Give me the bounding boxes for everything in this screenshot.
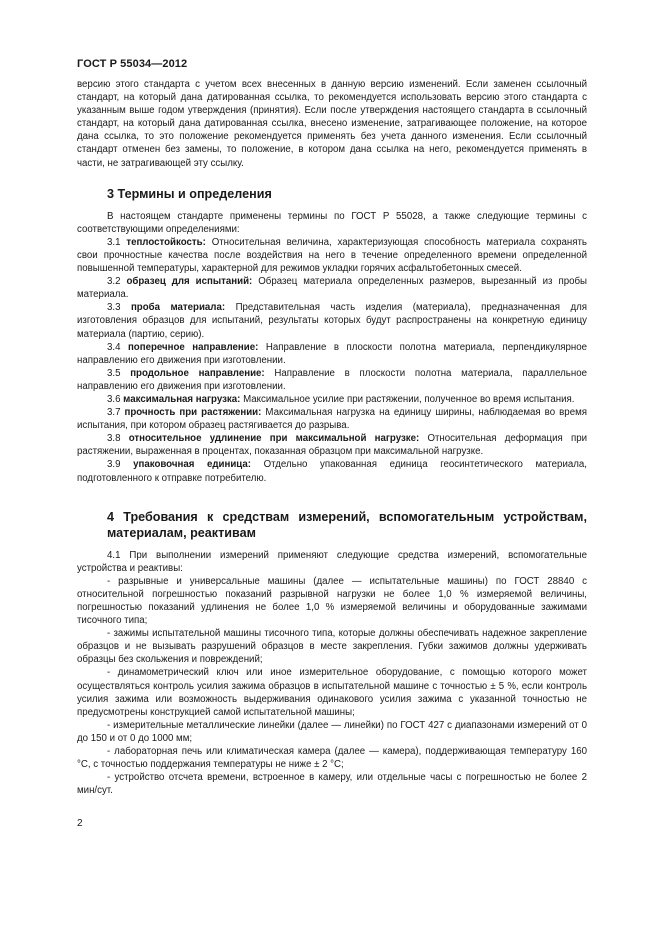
term-item <box>77 406 587 432</box>
term-item <box>77 458 587 484</box>
term-number: 3.5 <box>107 367 121 379</box>
term-number: 3.7 <box>107 407 121 419</box>
term-item <box>77 275 587 301</box>
section-3-lead: В настоящем стандарте применены термины по ГОСТ Р 55028, а также следующие термины с соответствующими определениями: <box>77 210 587 235</box>
term-definition: Максимальное усилие при растяжении, полученное во время испытания. <box>243 393 575 405</box>
term-name: относительное удлинение при максимальной нагрузке: <box>128 433 420 445</box>
term-definition: Направление в плоскости полотна материала, параллельное направлению его движения при изготовлении. <box>77 367 587 392</box>
term-definition: Образец материала определенных размеров, вырезанный из пробы материала. <box>77 276 587 301</box>
term-definition: Относительная деформация при растяжении, выраженная в процентах, показанная образцом при максимальной нагрузке. <box>77 433 587 458</box>
term-name: образец для испытаний: <box>126 276 253 288</box>
term-item <box>77 367 587 393</box>
term-item <box>77 301 587 340</box>
document-body <box>77 78 587 797</box>
term-definition: Направление в плоскости полотна материала, перпендикулярное направлению его движения при изготовлении. <box>77 341 587 366</box>
term-number: 3.9 <box>107 459 121 471</box>
term-item <box>77 236 587 275</box>
document-header: ГОСТ Р 55034—2012 <box>77 58 188 70</box>
terms-list <box>77 236 587 485</box>
term-number: 3.6 <box>107 393 121 405</box>
term-number: 3.1 <box>107 236 121 248</box>
term-name: теплостойкость: <box>126 236 206 248</box>
term-name: поперечное направление: <box>127 341 259 353</box>
list-item: - динамометрический ключ или иное измерительное оборудование, с помощью которого может осуществляться контроль усилия зажима образцов в испытательной машине с точностью ± 5 %, если контроль усилия зажима или возможность выдерживания одинакового усилия зажима с указанной точностью не предусмотрены конструкцией самой испытательной машины; <box>77 667 587 718</box>
term-name: упаковочная единица: <box>133 459 251 471</box>
list-item: - зажимы испытательной машины тисочного типа, которые должны обеспечивать надежное закрепление образцов и не вызывать разрушений образцов в месте закрепления. Губки зажимов должны удерживать образцы без скольжения и повреждений; <box>77 628 587 666</box>
list-item: - разрывные и универсальные машины (далее — испытательные машины) по ГОСТ 28840 с относительной погрешностью показаний разрывной нагрузки не более 1,0 % измеряемой величины, погрешностью показаний удлинения не более 1,0 % измеряемой величины и оборудованные зажимами тисочного типа; <box>77 575 587 627</box>
term-definition: Представительная часть изделия (материала), предназначенная для изготовления образцов для испытаний, результаты которых будут распространены на конкретную единицу материала (партию, серию). <box>77 302 588 340</box>
term-definition: Максимальная нагрузка на единицу ширины, наблюдаемая во время испытания, при котором образец растягивается до разрыва. <box>77 407 587 432</box>
term-number: 3.4 <box>107 341 121 353</box>
term-item <box>77 341 587 367</box>
section-4-heading: 4 Требования к средствам измерений, вспомогательным устройствам, материалам, реактивам <box>107 509 587 540</box>
section-3-heading: 3 Термины и определения <box>107 186 272 201</box>
term-name: продольное направление: <box>130 367 265 379</box>
term-item <box>77 393 587 406</box>
term-number: 3.8 <box>107 433 121 445</box>
list-item: - устройство отсчета времени, встроенное в камеру, или отдельные часы с погрешностью не более 2 мин/сут. <box>77 772 587 797</box>
section-4-lead: 4.1 При выполнении измерений применяют следующие средства измерений, вспомогательные устройства и реактивы: <box>77 549 587 574</box>
list-item: - лабораторная печь или климатическая камера (далее — камера), поддерживающая температуру 160 °С, с точностью поддержания температуры не ниже ± 2 °С; <box>77 746 587 771</box>
term-definition: Относительная величина, характеризующая способность материала сохранять свои прочностные качества после воздействия на него в течение определенного времени определенной повышенной температуры, характерной для режимов укладки горячих асфальтобетонных смесей. <box>77 236 587 275</box>
intro-paragraph: версию этого стандарта с учетом всех внесенных в данную версию изменений. Если заменен ссылочный стандарт, на который дана датированная ссылка, то рекомендуется использовать версию этого стандарта с указанным выше годом утверждения (принятия). Если после утверждения настоящего стандарта в ссылочный стандарт, на который дана датированная ссылка, внесено изменение, затрагивающее положение, на которое дана ссылка, то это положение рекомендуется применять без учета данного изменения. Если ссылочный стандарт отменен без замены, то положение, в котором дана ссылка на него, рекомендуется применять в части, не затрагивающей эту ссылку. <box>77 79 587 169</box>
equipment-list <box>77 575 587 798</box>
term-definition: Отдельно упакованная единица геосинтетического материала, подготовленного к отправке потребителю. <box>77 459 587 484</box>
term-number: 3.3 <box>107 302 121 314</box>
page-number: 2 <box>77 818 83 829</box>
term-name: проба материала: <box>130 302 226 314</box>
list-item: - измерительные металлические линейки (далее — линейки) по ГОСТ 427 с диапазонами измерений от 0 до 150 и от 0 до 1000 мм; <box>77 719 587 744</box>
term-name: максимальная нагрузка: <box>123 393 241 405</box>
term-item <box>77 432 587 458</box>
term-number: 3.2 <box>107 276 121 288</box>
term-name: прочность при растяжении: <box>124 407 262 419</box>
